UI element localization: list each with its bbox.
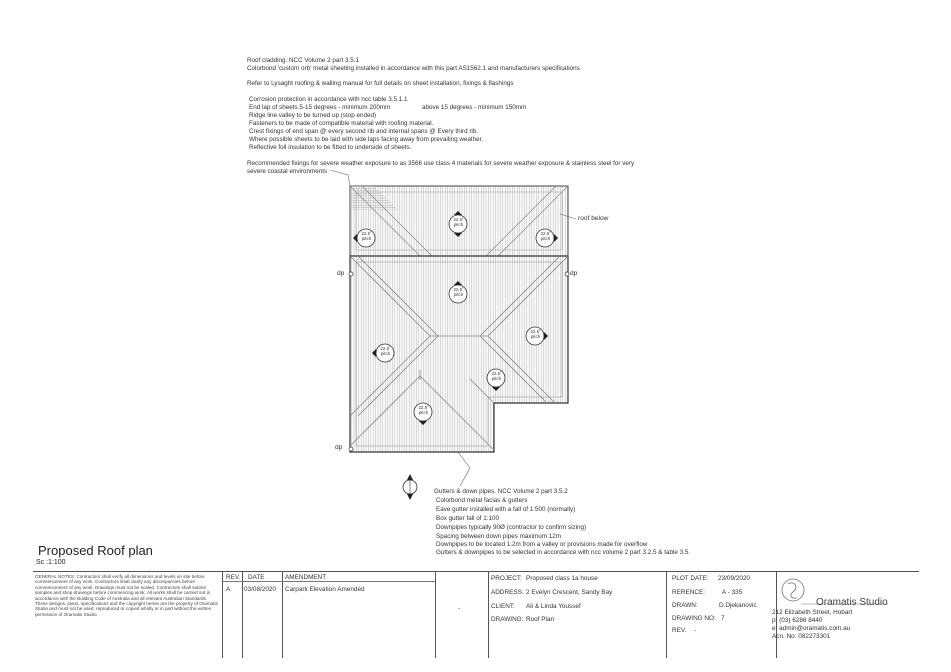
note-line: Fasteners to be made of compatible material with roofing material.: [249, 120, 434, 127]
roof-below-label: roof below: [578, 215, 609, 222]
pitch-word: pitch: [361, 236, 372, 241]
rev-header: REV.: [226, 574, 241, 581]
general-notes: GENERAL NOTES: Contractors shall verify all dimensions and levels on site before commencement of any work. Contractors shall clarify any discrepancies before commencement of any work. Drawings must not be scaled. Contractors shall submit samples and shop drawings before commencing work. All works shall be carried out in accordance with the Building Code of Australia and all relevant Australian Standards. These designs, plans, specifications and the copyright herein are the property of Oramatis Studio and must not be used, reproduced or copied wholly or in part without the written permission of Oramatis Studio.: [35, 574, 218, 617]
plot-date-value: 23/09/2020: [718, 575, 750, 582]
pitch-value: 22.5˚: [418, 405, 429, 410]
note-line: Downpipes to be located 1.2m from a valley or provisions made for overflow: [436, 541, 648, 548]
amendment-dash: -: [458, 605, 461, 612]
studio-phone: p: (03) 6286 8440: [772, 617, 823, 624]
note-line: Gutters & down pipes. NCC Volume 2 part 3.5.2: [434, 488, 568, 495]
downpipe-label: dp: [335, 444, 343, 451]
project-value: Proposed class 1a house: [526, 575, 598, 582]
pitch-word: pitch: [453, 292, 464, 297]
drawing-scale: Sc :1:100: [36, 559, 66, 566]
address-value: 2 Evelyn Crescent, Sandy Bay: [526, 589, 613, 596]
title-block: [33, 571, 919, 658]
note-line: End lap of sheets 5-15 degrees - minimum 200mm: [249, 104, 391, 111]
note-line: Where possible sheets to be laid with side laps facing away from prevailing weather.: [249, 136, 484, 143]
client-label: CLIENT:: [491, 603, 515, 610]
rev-value: -: [694, 627, 697, 634]
note-line: severe coastal environments: [247, 168, 328, 175]
pitch-value: 22.5˚: [380, 346, 391, 351]
note-line: Box gutter fall of 1:100: [436, 515, 500, 522]
note-line: Crest fixings of end span @ every second rib and internal spans @ Every third rib.: [249, 128, 479, 135]
note-line: Recommended fixings for severe weather exposure to as 3566 use class 4 materials for severe weather exposure & stainless steel for very: [247, 160, 635, 167]
north-point-symbol: [403, 474, 417, 500]
pitch-word: pitch: [453, 222, 464, 227]
pitch-word: pitch: [418, 410, 429, 415]
downpipe-label: dp: [337, 270, 345, 277]
drawing-no-label: DRAWING NO:: [672, 615, 716, 622]
note-line: Reflective foil insulation to be fitted to underside of sheets.: [249, 144, 412, 151]
downpipe-label: dp: [570, 270, 578, 277]
studio-address: 212 Elizabeth Street, Hobart: [772, 609, 853, 616]
note-line: Colorbond metal facias & gutters: [436, 497, 528, 504]
pitch-value: 22.5˚: [361, 231, 372, 236]
studio-email: e: admin@oramatis.com.au: [772, 625, 851, 632]
note-line: Ridge line valley to be turned up (stop ended): [249, 112, 377, 119]
note-line: Roof cladding. NCC Volume 2 part 3.5.1: [247, 57, 360, 64]
pitch-word: pitch: [530, 334, 541, 339]
amendment-text: Carpark Elevation Amended: [285, 586, 365, 593]
downpipe-marker: [349, 272, 353, 276]
drawing-no-value: 7: [721, 615, 725, 622]
pitch-word: pitch: [491, 376, 502, 381]
rev-label: REV.: [672, 627, 687, 634]
note-line: Gutters & downpipes to be selected in accordance with ncc volume 2 part 3.2.5 & table 3.5.: [436, 549, 691, 556]
drawing-title: Proposed Roof plan: [38, 543, 153, 558]
note-line: above 15 degrees - minimum 150mm: [422, 104, 527, 111]
drawn-label: DRAWN:: [672, 602, 698, 609]
reference-label: RERENCE:: [672, 589, 706, 596]
reference-value: A - 335: [722, 589, 743, 596]
date-header: DATE: [248, 574, 265, 581]
amendment-date: 03/08/2020: [244, 586, 276, 593]
amendment-header: AMENDMENT: [285, 574, 327, 581]
studio-acn: Acn. No: 082273301: [772, 633, 831, 640]
pitch-value: 22.5˚: [540, 231, 551, 236]
client-value: Ali & Linda Youssef: [526, 603, 581, 610]
note-line: Colorbond 'custom orb' metal sheeting installed in accordance with this part AS1562.1 and manufacturers specifications: [247, 65, 580, 72]
amendment-rev: A: [226, 586, 231, 593]
studio-name: Oramatis Studio: [816, 597, 888, 608]
note-line: Eave gutter installed with a fall of 1:500 (normally): [436, 506, 576, 513]
downpipe-marker: [565, 272, 569, 276]
note-line: Corrosion protection in accordance with ncc table 3.5.1.1: [249, 96, 408, 103]
note-line: Spacing between down pipes maximum 12m: [436, 533, 561, 540]
pitch-value: 22.5˚: [453, 217, 464, 222]
plot-date-label: PLOT DATE:: [672, 575, 709, 582]
pitch-value: 22.5˚: [530, 329, 541, 334]
note-line: Downpipes typically 90Ø (contractor to confirm sizing): [436, 524, 587, 531]
project-label: PROJECT:: [491, 575, 522, 582]
note-line: Refer to Lysaght roofing & walling manual for full details on sheet installation, fixings & flashings: [247, 80, 514, 87]
address-label: ADDRESS:: [491, 589, 524, 596]
downpipe-marker: [349, 447, 353, 451]
pitch-word: pitch: [380, 351, 391, 356]
drawing-label: DRAWING:: [491, 616, 524, 623]
pitch-value: 22.5˚: [491, 371, 502, 376]
pitch-word: pitch: [540, 236, 551, 241]
pitch-value: 22.5˚: [453, 287, 464, 292]
drawing-value: Roof Plan: [526, 616, 555, 623]
drawn-value: D.Djekanovic: [719, 602, 757, 609]
